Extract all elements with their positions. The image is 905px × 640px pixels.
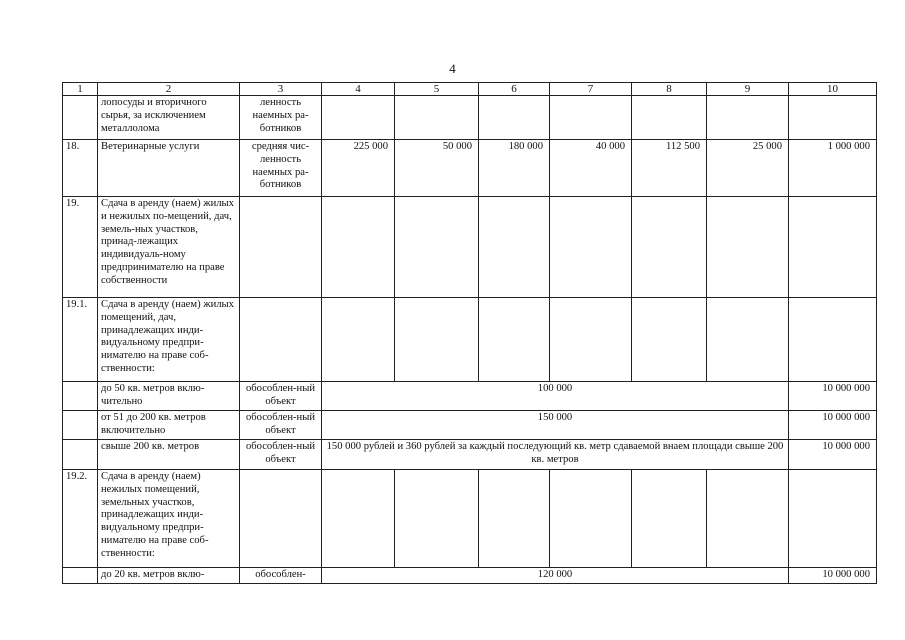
value-cell: 10 000 000 [789,440,877,470]
activity-name: Ветеринарные услуги [98,140,240,197]
value-cell [479,197,550,298]
table-row [63,298,877,382]
value-cell [479,470,550,568]
value-cell [550,298,632,382]
value-cell: 10 000 000 [789,568,877,584]
unit-cell: обособлен- [240,568,322,584]
value-cell [789,298,877,382]
activity-name: Сдача в аренду (наем) жилых и нежилых по-мещений, дач, земель-ных участков, принад-лежащих индивидуаль-ному предпринимателю на праве собственности [98,197,240,298]
activity-name: от 51 до 200 кв. метров включительно [98,411,240,440]
value-cell [550,470,632,568]
unit-cell: ленность наемных ра-ботников [240,96,322,140]
table-row [63,382,877,411]
row-number: 19. [63,197,98,298]
value-cell [707,298,789,382]
value-cell [322,96,395,140]
unit-cell: средняя чис-ленность наемных ра-ботников [240,140,322,197]
value-cell [322,197,395,298]
table-row [63,96,877,140]
value-cell [479,298,550,382]
table-row [63,470,877,568]
tariff-table [62,82,877,584]
value-cell [395,96,479,140]
unit-cell: обособлен-ный объект [240,440,322,470]
unit-cell: обособлен-ный объект [240,382,322,411]
value-cell [707,197,789,298]
value-cell: 1 000 000 [789,140,877,197]
value-cell [632,470,707,568]
header-cell: 8 [632,83,707,96]
value-cell [707,470,789,568]
header-cell: 9 [707,83,789,96]
header-cell: 7 [550,83,632,96]
table-row [63,440,877,470]
row-number [63,382,98,411]
value-cell [789,96,877,140]
row-number: 19.1. [63,298,98,382]
row-number: 19.2. [63,470,98,568]
value-cell [789,197,877,298]
value-cell [395,197,479,298]
value-cell [632,298,707,382]
value-cell [550,197,632,298]
value-cell [707,96,789,140]
value-cell [395,470,479,568]
activity-name: свыше 200 кв. метров [98,440,240,470]
header-cell: 6 [479,83,550,96]
value-cell: 10 000 000 [789,411,877,440]
header-cell: 5 [395,83,479,96]
activity-name: до 50 кв. метров вклю-чительно [98,382,240,411]
merged-value-cell: 120 000 [322,568,789,584]
value-cell [632,197,707,298]
table-row [63,140,877,197]
value-cell: 10 000 000 [789,382,877,411]
value-cell [632,96,707,140]
value-cell [322,298,395,382]
unit-cell [240,470,322,568]
row-number [63,96,98,140]
header-cell: 10 [789,83,877,96]
value-cell: 25 000 [707,140,789,197]
row-number [63,440,98,470]
header-row [63,83,877,96]
row-number [63,568,98,584]
value-cell [322,470,395,568]
header-cell: 1 [63,83,98,96]
value-cell: 180 000 [479,140,550,197]
table-row [63,197,877,298]
activity-name: Сдача в аренду (наем) нежилых помещений, земельных участков, принадлежащих инди-видуальному предпри-нимателю на праве соб-ственности: [98,470,240,568]
value-cell [789,470,877,568]
activity-name: лопосуды и вторичного сырья, за исключением металлолома [98,96,240,140]
value-cell [550,96,632,140]
row-number: 18. [63,140,98,197]
merged-value-cell: 150 000 рублей и 360 рублей за каждый последующий кв. метр сдаваемой внаем площади свыше 200 кв. метров [322,440,789,470]
value-cell [395,298,479,382]
table-row [63,568,877,584]
merged-value-cell: 100 000 [322,382,789,411]
row-number [63,411,98,440]
header-cell: 2 [98,83,240,96]
unit-cell: обособлен-ный объект [240,411,322,440]
value-cell [479,96,550,140]
merged-value-cell: 150 000 [322,411,789,440]
activity-name: Сдача в аренду (наем) жилых помещений, дач, принадлежащих инди-видуальному предпри-нимателю на праве соб-ственности: [98,298,240,382]
value-cell: 112 500 [632,140,707,197]
unit-cell [240,298,322,382]
page-number: 4 [449,61,456,76]
value-cell: 50 000 [395,140,479,197]
unit-cell [240,197,322,298]
table-row [63,411,877,440]
value-cell: 225 000 [322,140,395,197]
activity-name: до 20 кв. метров вклю- [98,568,240,584]
header-cell: 3 [240,83,322,96]
header-cell: 4 [322,83,395,96]
value-cell: 40 000 [550,140,632,197]
